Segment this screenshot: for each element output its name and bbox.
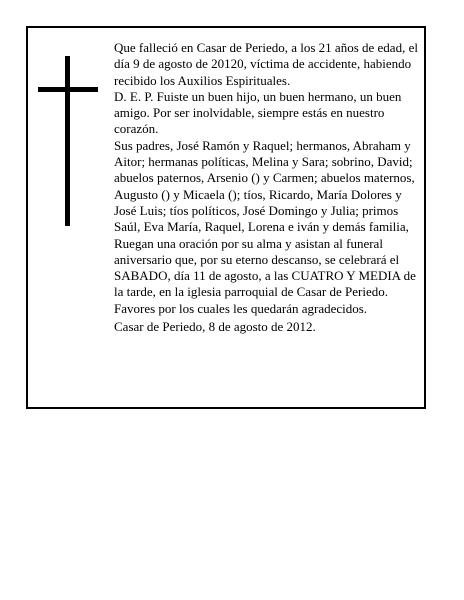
latin-cross-icon [38,56,98,226]
notice-paragraph-rip: D. E. P. Fuiste un buen hijo, un buen hermano, un buen amigo. Por ser inolvidable, siempre estás en nuestro corazón. [114,88,402,137]
notice-paragraph-funeral: Ruegan una oración por su alma y asistan al funeral aniversario que, por su eterno descanso, se celebrará el SABADO, día 11 de agosto, a las CUATRO Y MEDIA de la tarde, en la iglesia parroquial de Casar de Periedo. Favores por los cuales les quedarán agradecidos. [114,235,416,316]
notice-body [114,40,426,335]
cross-vertical-bar [65,56,70,226]
notice-paragraph-death: Que falleció en Casar de Periedo, a los 21 años de edad, el día 9 de agosto de 20120, víctima de accidente, habiendo recibido los Auxilios Espirituales. [114,40,418,88]
notice-paragraph-family: Sus padres, José Ramón y Raquel; hermanos, Abraham y Aitor; hermanas políticas, Melina y Sara; sobrino, David; abuelos paternos, Arsenio () y Carmen; abuelos maternos, Augusto () y Micaela (); tíos, Ricardo, María Dolores y José Luis; tíos políticos, José Domingo y Julia; primos Saúl, Eva María, Raquel, Lorena e iván y demás familia, [114,137,415,235]
notice-closing-date: Casar de Periedo, 8 de agosto de 2012. [114,319,316,335]
cross-horizontal-bar [38,87,98,92]
obituary-notice [26,26,426,409]
